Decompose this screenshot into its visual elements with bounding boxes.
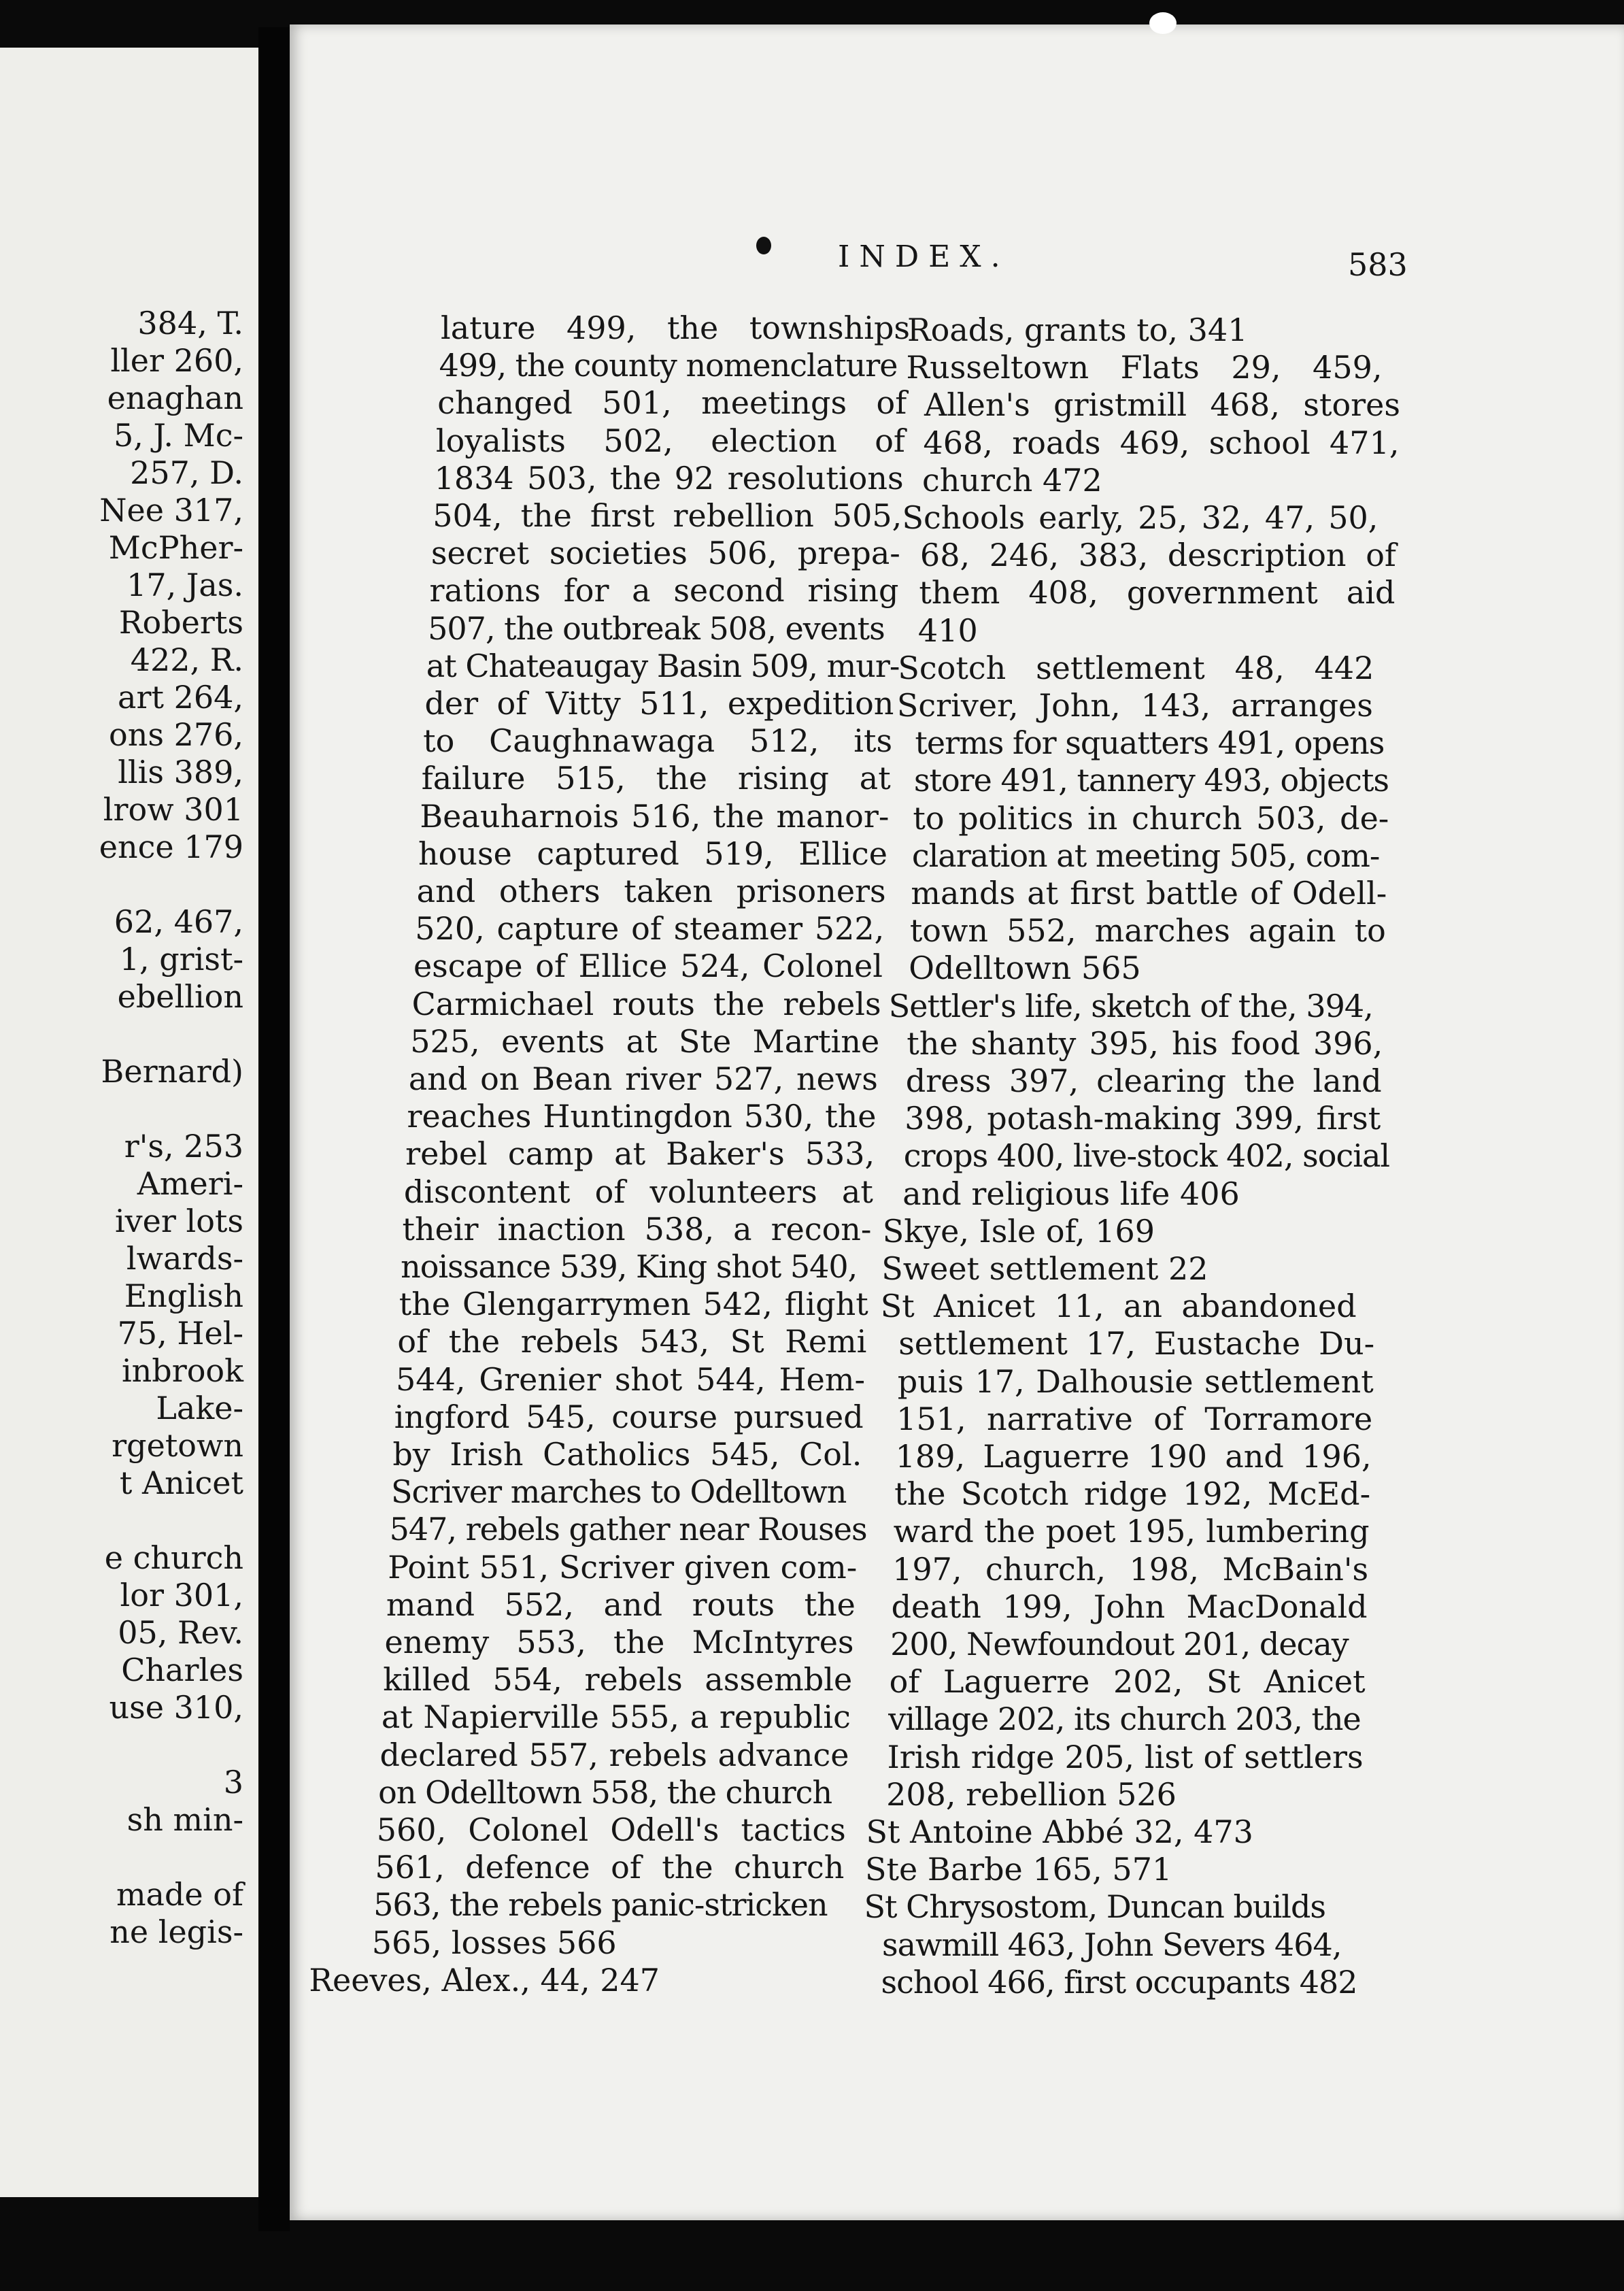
left-page-line: art 264, (118, 679, 243, 716)
left-page-line: use 310, (109, 1689, 243, 1726)
index-line: 68, 246, 383, description of (919, 537, 1396, 574)
index-line: 1834 503, the 92 resolutions (434, 459, 904, 497)
left-page-line: 384, T. (137, 305, 243, 341)
index-line: loyalists 502, election of (435, 422, 905, 459)
index-line: their inaction 538, a recon- (402, 1210, 872, 1248)
index-line: 507, the outbreak 508, events (428, 609, 885, 647)
left-page-line: sh min- (126, 1801, 243, 1838)
left-page-line: McPher- (108, 529, 243, 566)
index-line: mands at first battle of Odell- (911, 875, 1387, 912)
left-page-line: lwards- (126, 1240, 243, 1277)
left-page-line: t Anicet (119, 1465, 243, 1501)
index-line: escape of Ellice 524, Colonel (413, 948, 883, 985)
left-page-line: Charles (121, 1652, 243, 1688)
index-line: 398, potash-making 399, first (904, 1100, 1381, 1137)
index-line: 410 (917, 612, 978, 649)
left-page-line: 3 (223, 1764, 243, 1801)
left-page-line: lor 301, (120, 1577, 243, 1613)
index-line: St Chrysostom, Duncan builds (864, 1888, 1326, 1926)
left-page-line: 1, grist- (119, 941, 243, 977)
index-line: 200, Newfoundout 201, decay (890, 1626, 1349, 1662)
index-line: village 202, its church 203, the (888, 1701, 1361, 1738)
index-line: St Antoine Abbé 32, 473 (866, 1813, 1253, 1850)
index-line: Beauharnois 516, the manor- (420, 797, 890, 835)
index-line: Carmichael routs the rebels (411, 985, 881, 1022)
index-line: sawmill 463, John Severs 464, (882, 1926, 1342, 1963)
index-line: Russeltown Flats 29, 459, (906, 349, 1383, 386)
index-line: and religious life 406 (902, 1175, 1240, 1212)
index-line: Scotch settlement 48, 442 (898, 649, 1374, 686)
index-line: puis 17, Dalhousie settlement (897, 1362, 1374, 1400)
index-line: school 466, first occupants 482 (881, 1963, 1357, 2001)
index-line: of Laguerre 202, St Anicet (889, 1663, 1366, 1701)
index-line: by Irish Catholics 545, Col. (392, 1436, 862, 1473)
index-line: failure 515, the rising at (421, 760, 891, 797)
index-line: 468, roads 469, school 471, (923, 424, 1400, 461)
index-line: 544, Grenier shot 544, Hem- (396, 1360, 866, 1398)
index-line: 547, rebels gather near Rouses (389, 1511, 867, 1548)
index-line: 504, the first rebellion 505, (433, 497, 902, 534)
left-page-line: 422, R. (130, 641, 243, 678)
index-line: and on Bean river 527, news (408, 1060, 878, 1097)
index-line: to Caughnawaga 512, its (423, 722, 893, 760)
index-line: 561, defence of the church (375, 1849, 845, 1886)
left-page-line: 05, Rev. (118, 1614, 243, 1651)
left-page-line: Lake- (156, 1390, 243, 1426)
index-line: the Glengarrymen 542, flight (399, 1286, 868, 1323)
index-line: enemy 553, the McIntyres (384, 1624, 854, 1660)
index-line: town 552, marches again to (909, 912, 1386, 950)
index-line: ingford 545, course pursued (394, 1398, 864, 1435)
left-page-line: lrow 301 (103, 791, 243, 828)
index-line: 197, church, 198, McBain's (892, 1550, 1369, 1588)
index-line: Sweet settlement 22 (881, 1250, 1208, 1287)
index-line: of the rebels 543, St Remi (397, 1323, 867, 1360)
left-page-line: iver lots (114, 1203, 243, 1239)
index-line: discontent of volunteers at (403, 1173, 873, 1210)
index-line: store 491, tannery 493, objects (913, 762, 1389, 799)
index-line: 499, the county nomenclature (439, 347, 898, 384)
index-line: 525, events at Ste Martine (410, 1022, 880, 1060)
index-line: crops 400, live-stock 402, social (903, 1137, 1390, 1175)
index-line: der of Vitty 511, expedition (424, 685, 894, 722)
left-page-line: enaghan (107, 380, 243, 416)
left-page-line: 75, Hel- (117, 1315, 243, 1352)
index-line: the Scotch ridge 192, McEd- (894, 1475, 1371, 1513)
index-line: church 472 (921, 461, 1102, 499)
index-line: Scriver marches to Odelltown (390, 1473, 847, 1511)
index-line: 563, the rebels panic-stricken (373, 1886, 828, 1924)
left-page-line: English (124, 1277, 243, 1314)
index-line: lature 499, the townships (441, 310, 910, 346)
left-page-line: ne legis- (109, 1913, 243, 1950)
index-line: death 199, John MacDonald (891, 1588, 1368, 1625)
left-page-line: llis 389, (118, 754, 243, 790)
index-line: declared 557, rebels advance (379, 1736, 849, 1773)
index-line: rebel camp at Baker's 533, (405, 1135, 875, 1173)
left-page-line: 62, 467, (114, 903, 243, 940)
index-line: Skye, Isle of, 169 (882, 1212, 1155, 1250)
left-page-line: Bernard) (101, 1053, 243, 1090)
left-page-line: ons 276, (109, 716, 243, 753)
index-line: at Napierville 555, a republic (381, 1699, 851, 1736)
left-page-line: Nee 317, (99, 492, 243, 529)
index-line: changed 501, meetings of (437, 384, 907, 422)
index-line: at Chateaugay Basin 509, mur- (426, 647, 900, 684)
index-line: mand 552, and routs the (386, 1586, 856, 1623)
left-page-line: r's, 253 (124, 1128, 243, 1165)
index-line: noissance 539, King shot 540, (401, 1248, 858, 1285)
book-gutter (258, 27, 290, 2231)
index-line: Reeves, Alex., 44, 247 (309, 1961, 660, 1999)
index-line: 565, losses 566 (371, 1924, 617, 1961)
dust-speck (1149, 12, 1177, 34)
index-line: Settler's life, sketch of the, 394, (888, 987, 1373, 1024)
index-line: on Odelltown 558, the church (378, 1773, 832, 1811)
left-page-line: e church (104, 1539, 243, 1576)
left-page-line: ence 179 (99, 829, 243, 865)
index-line: them 408, government aid (919, 574, 1395, 612)
index-line: ward the poet 195, lumbering (893, 1513, 1370, 1550)
index-line: Roads, grants to, 341 (907, 312, 1248, 348)
index-line: the shanty 395, his food 396, (907, 1024, 1383, 1062)
index-line: rations for a second rising (429, 572, 899, 609)
index-line: Point 551, Scriver given com- (388, 1548, 858, 1586)
index-line: terms for squatters 491, opens (915, 724, 1385, 762)
left-page-line: 17, Jas. (126, 567, 243, 603)
index-line: 208, rebellion 526 (886, 1775, 1177, 1813)
index-line: Irish ridge 205, list of settlers (887, 1738, 1364, 1775)
left-page-line: rgetown (112, 1427, 243, 1464)
left-page-line: inbrook (121, 1352, 243, 1389)
index-line: St Anicet 11, an abandoned (880, 1288, 1357, 1325)
left-page-line: Ameri- (137, 1165, 243, 1202)
index-line: Allen's gristmill 468, stores (924, 386, 1400, 424)
left-page-line: made of (116, 1876, 243, 1913)
index-line: 560, Colonel Odell's tactics (376, 1811, 846, 1848)
index-line: claration at meeting 505, com- (911, 837, 1380, 874)
index-line: Schools early, 25, 32, 47, 50, (902, 499, 1378, 536)
index-line: 189, Laguerre 190 and 196, (895, 1438, 1372, 1475)
page-header-title: INDEX. (838, 239, 1010, 274)
left-page-line: 5, J. Mc- (113, 417, 243, 454)
index-line: 520, capture of steamer 522, (415, 910, 885, 948)
index-line: and others taken prisoners (416, 873, 886, 909)
page-number: 583 (1348, 246, 1408, 283)
left-page-line: ebellion (117, 978, 243, 1015)
index-line: settlement 17, Eustache Du- (898, 1325, 1375, 1362)
index-line: killed 554, rebels assemble (383, 1661, 853, 1699)
index-line: Scriver, John, 143, arranges (896, 687, 1373, 724)
index-line: secret societies 506, prepa- (430, 535, 900, 572)
index-line: to politics in church 503, de- (913, 799, 1389, 837)
left-page-line: Roberts (118, 604, 243, 641)
left-page-line: ller 260, (110, 342, 243, 379)
index-line: house captured 519, Ellice (418, 835, 888, 872)
index-line: Odelltown 565 (909, 950, 1141, 987)
index-line: 151, narrative of Torramore (896, 1400, 1373, 1437)
index-line: reaches Huntingdon 530, the (407, 1098, 877, 1135)
header-bullet-icon (756, 237, 771, 254)
index-line: Ste Barbe 165, 571 (865, 1851, 1172, 1888)
index-line: dress 397, clearing the land (905, 1063, 1382, 1099)
left-page-line: 257, D. (130, 454, 243, 491)
